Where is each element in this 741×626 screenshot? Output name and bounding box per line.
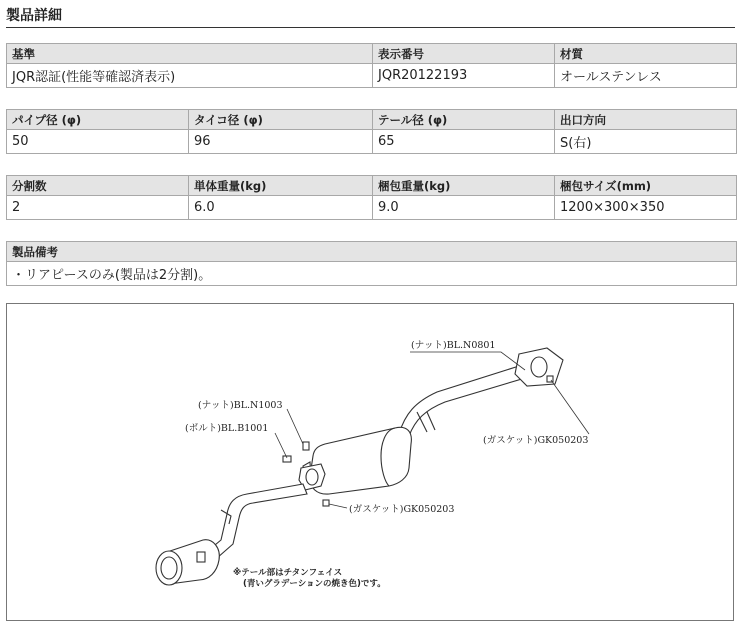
leader-nut-left <box>287 409 303 444</box>
note-line-2: (青いグラデーションの焼き色)です。 <box>243 579 386 589</box>
value-material: オールステンレス <box>555 64 737 88</box>
front-pipe <box>399 366 525 436</box>
note-line-1: ※テール部はチタンフェイス <box>233 568 343 578</box>
header-muffler-diameter: タイコ径 (φ) <box>189 110 373 130</box>
value-muffler-diameter: 96 <box>189 130 373 154</box>
label-nut-top: (ナット)BL.N0801 <box>411 340 496 351</box>
header-exit-direction: 出口方向 <box>555 110 737 130</box>
header-pipe-diameter: パイプ径 (φ) <box>7 110 189 130</box>
value-package-size: 1200×300×350 <box>555 196 737 220</box>
value-remarks: ・リアピースのみ(製品は2分割)。 <box>7 262 737 286</box>
header-tail-diameter: テール径 (φ) <box>373 110 555 130</box>
header-pieces: 分割数 <box>7 176 189 196</box>
value-exit-direction: S(右) <box>555 130 737 154</box>
value-pipe-diameter: 50 <box>7 130 189 154</box>
header-display-number: 表示番号 <box>373 44 555 64</box>
spec-table-certification <box>6 43 737 88</box>
header-standard: 基準 <box>7 44 373 64</box>
page-title: 製品詳細 <box>6 8 62 24</box>
title-divider <box>6 27 735 28</box>
label-bolt-left: (ボルト)BL.B1001 <box>185 423 269 434</box>
muffler <box>310 427 411 494</box>
leader-nut-top <box>410 352 525 370</box>
exhaust-drawing <box>7 304 733 620</box>
gasket-part-bottom <box>323 500 329 506</box>
header-package-size: 梱包サイズ(mm) <box>555 176 737 196</box>
value-tail-diameter: 65 <box>373 130 555 154</box>
label-gasket-right: (ガスケット)GK050203 <box>483 435 589 446</box>
leader-gasket-bottom <box>329 504 347 508</box>
header-material: 材質 <box>555 44 737 64</box>
label-nut-left: (ナット)BL.N1003 <box>198 400 283 411</box>
rear-pipe <box>209 484 307 558</box>
value-pieces: 2 <box>7 196 189 220</box>
leader-bolt-left <box>275 433 287 458</box>
label-gasket-bottom: (ガスケット)GK050203 <box>349 504 455 515</box>
value-package-weight: 9.0 <box>373 196 555 220</box>
header-remarks: 製品備考 <box>7 242 737 262</box>
exhaust-diagram <box>6 303 734 621</box>
value-unit-weight: 6.0 <box>189 196 373 220</box>
value-display-number: JQR20122193 <box>373 64 555 88</box>
header-unit-weight: 単体重量(kg) <box>189 176 373 196</box>
header-package-weight: 梱包重量(kg) <box>373 176 555 196</box>
bolt-part <box>283 456 291 462</box>
spec-table-remarks <box>6 241 737 286</box>
nut-part <box>303 442 309 450</box>
leader-gasket-right <box>551 380 589 434</box>
spec-table-dimensions <box>6 109 737 154</box>
value-standard: JQR認証(性能等確認済表示) <box>7 64 373 88</box>
spec-table-weight <box>6 175 737 220</box>
